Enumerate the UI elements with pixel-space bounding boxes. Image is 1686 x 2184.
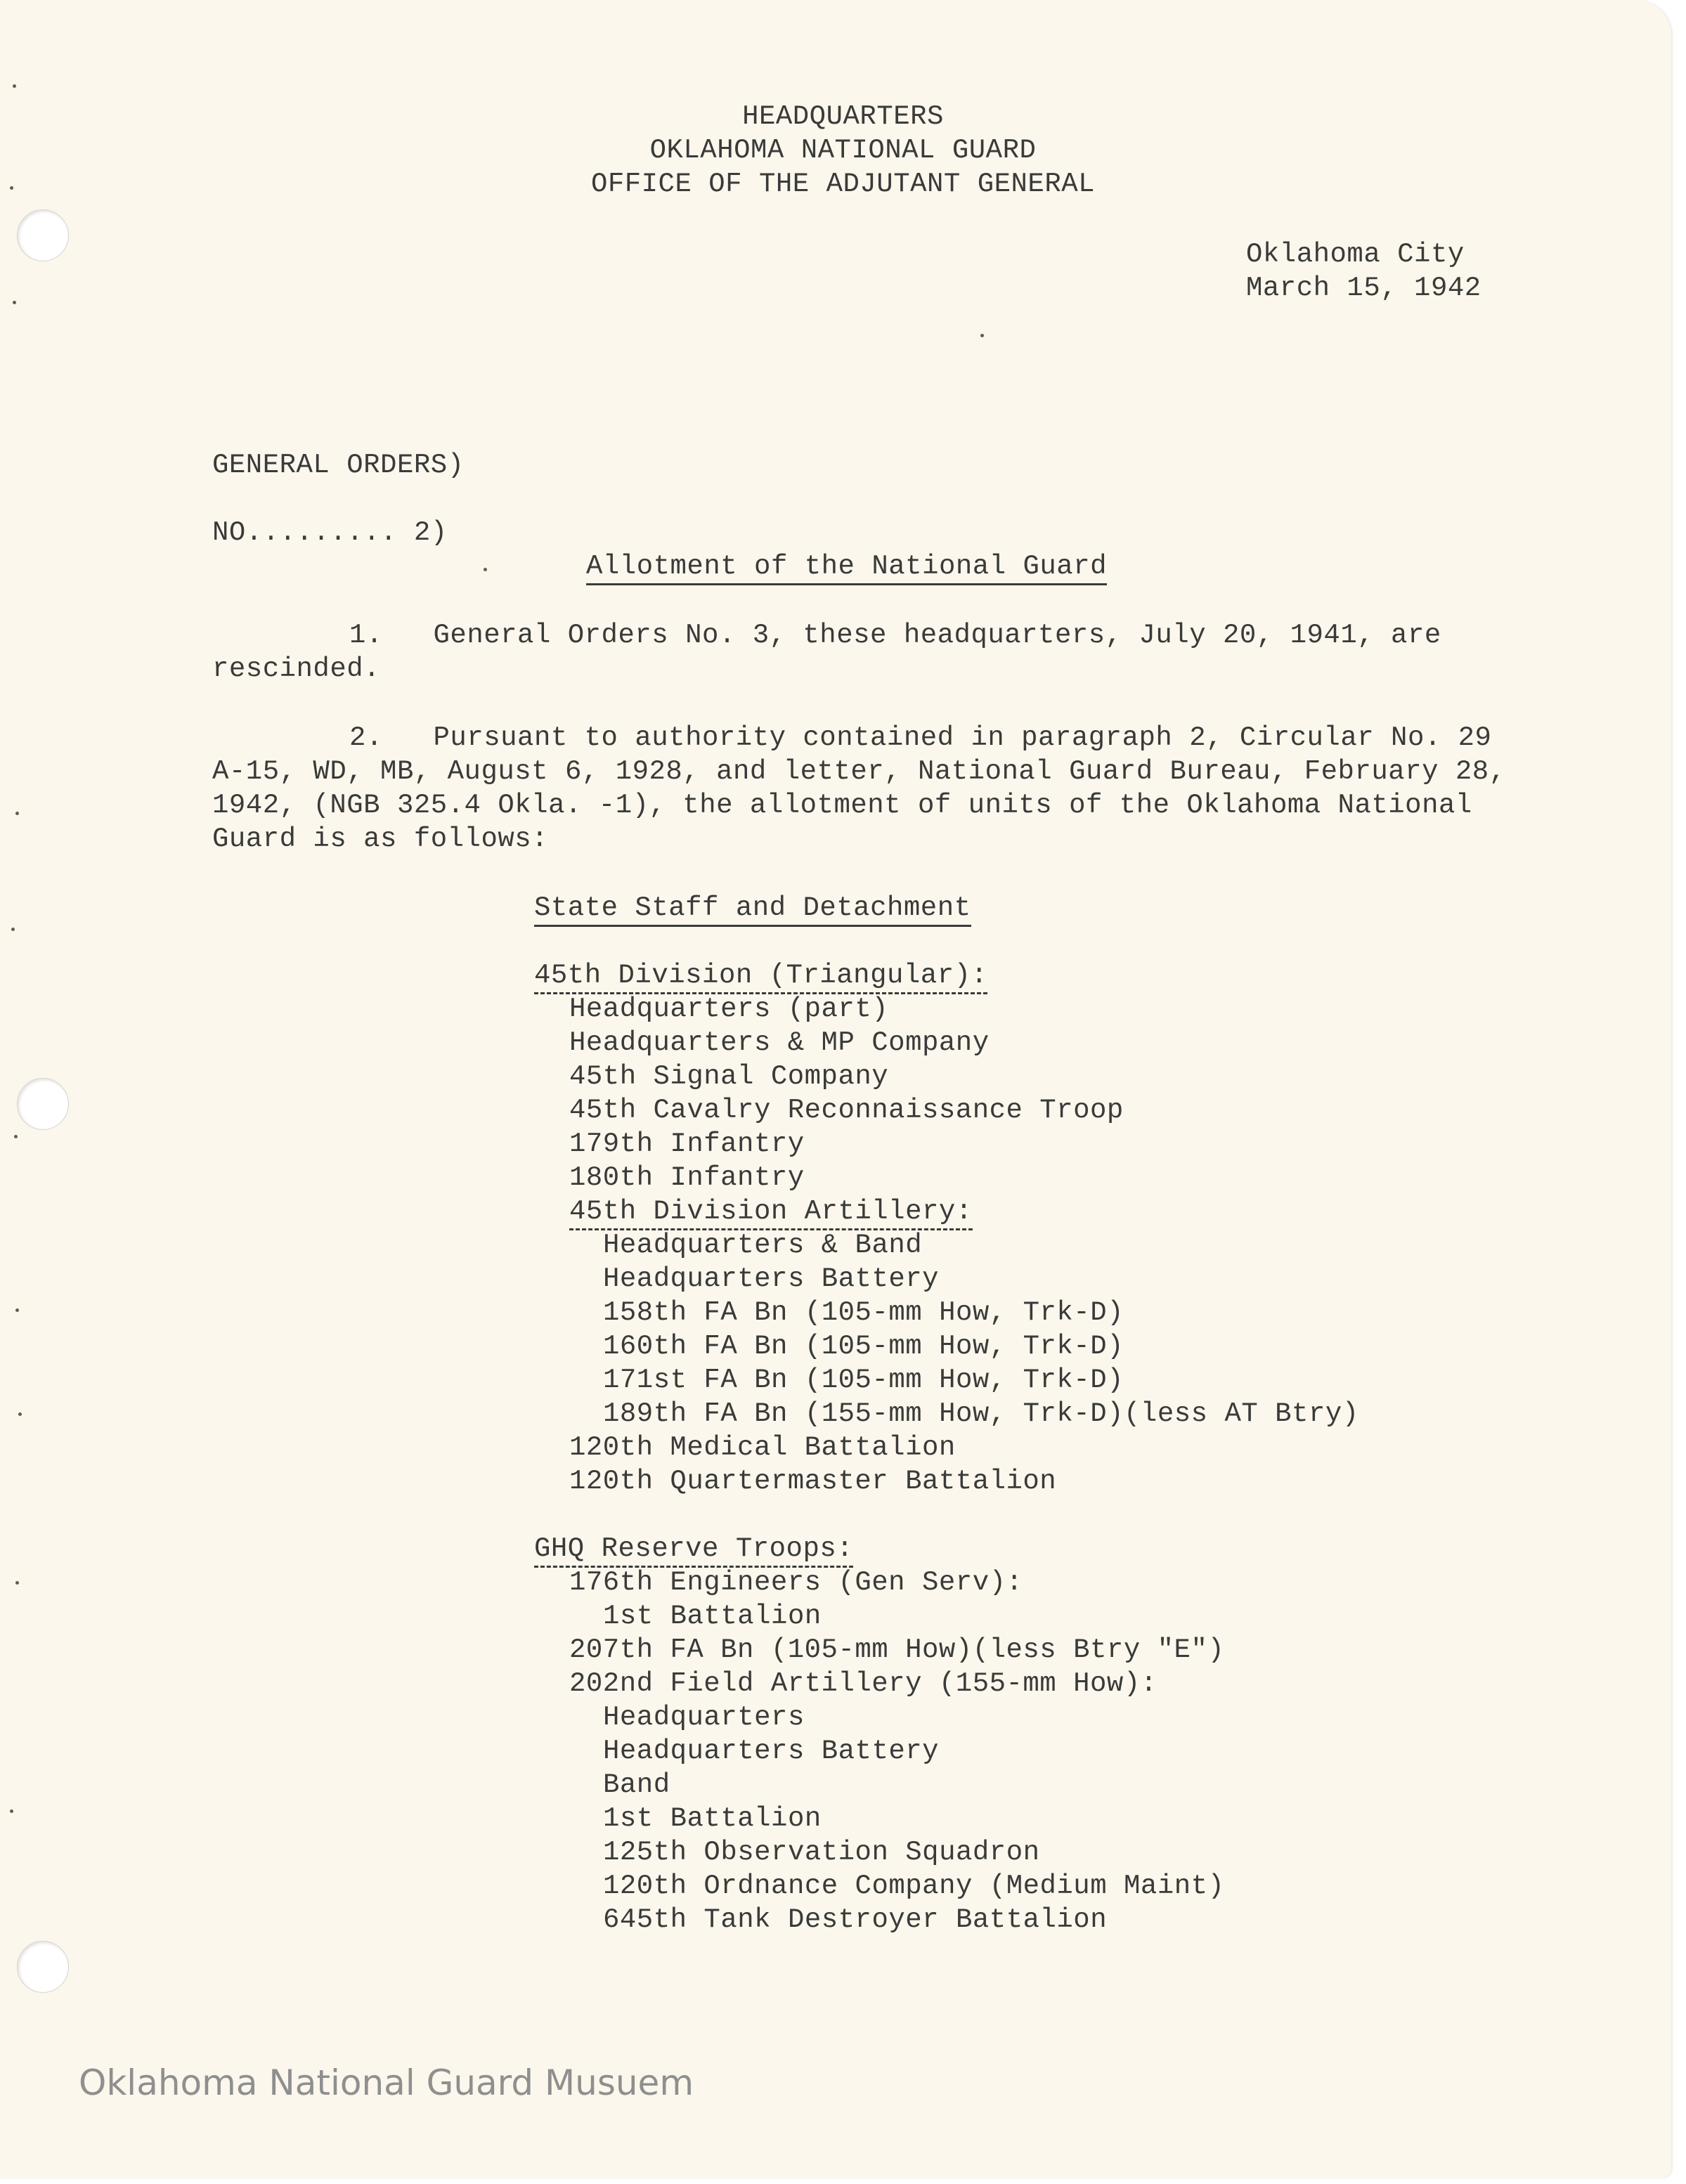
paragraph-1-line-2: rescinded. xyxy=(212,654,381,684)
list-item: 1st Battalion xyxy=(603,1803,822,1834)
list-item: 158th FA Bn (105-mm How, Trk-D) xyxy=(603,1297,1124,1328)
list-item: 207th FA Bn (105-mm How)(less Btry "E") xyxy=(569,1634,1225,1665)
list-item: 120th Medical Battalion xyxy=(569,1432,956,1463)
list-item: 160th FA Bn (105-mm How, Trk-D) xyxy=(603,1331,1124,1362)
list-item: 179th Infantry xyxy=(569,1129,805,1159)
list-item: 176th Engineers (Gen Serv): xyxy=(569,1567,1023,1598)
list-item: 202nd Field Artillery (155-mm How): xyxy=(569,1668,1157,1699)
list-item: Headquarters & MP Company xyxy=(569,1027,990,1058)
artillery-heading: 45th Division Artillery: xyxy=(569,1195,973,1228)
list-item: 120th Ordnance Company (Medium Maint) xyxy=(603,1871,1225,1902)
paragraph-2-line-1: 2. Pursuant to authority contained in paragraph 2, Circular No. 29 xyxy=(349,722,1492,753)
list-item: Headquarters Battery xyxy=(603,1736,940,1767)
header-line-3: OFFICE OF THE ADJUTANT GENERAL xyxy=(590,169,1096,200)
paragraph-2-line-3: 1942, (NGB 325.4 Okla. -1), the allotment of units of the Oklahoma National xyxy=(212,790,1472,821)
header-line-1: HEADQUARTERS xyxy=(742,101,944,132)
punch-hole-middle xyxy=(17,1078,69,1130)
general-orders-label: GENERAL ORDERS) xyxy=(212,450,465,481)
museum-watermark: Oklahoma National Guard Musuem xyxy=(79,2062,694,2103)
header-line-2: OKLAHOMA NATIONAL GUARD xyxy=(649,135,1037,166)
paragraph-1-line-1: 1. General Orders No. 3, these headquarters, July 20, 1941, are xyxy=(349,620,1441,651)
list-item: Headquarters Battery xyxy=(603,1263,940,1294)
list-item: 125th Observation Squadron xyxy=(603,1837,1040,1868)
list-item: 189th FA Bn (155-mm How, Trk-D)(less AT Btry) xyxy=(603,1398,1359,1429)
list-item: 45th Cavalry Reconnaissance Troop xyxy=(569,1095,1124,1126)
list-item: 645th Tank Destroyer Battalion xyxy=(603,1904,1108,1935)
division-heading: 45th Division (Triangular): xyxy=(534,958,987,992)
list-item: 180th Infantry xyxy=(569,1162,805,1193)
paragraph-2-line-2: A-15, WD, MB, August 6, 1928, and letter, National Guard Bureau, February 28, xyxy=(212,756,1506,787)
list-item: 1st Battalion xyxy=(603,1601,822,1632)
list-item: Headquarters (part) xyxy=(569,994,889,1025)
list-item: Headquarters & Band xyxy=(603,1230,923,1261)
list-item: 171st FA Bn (105-mm How, Trk-D) xyxy=(603,1365,1124,1396)
list-item: Headquarters xyxy=(603,1702,805,1733)
date: March 15, 1942 xyxy=(1246,273,1481,304)
state-staff-heading: State Staff and Detachment xyxy=(534,891,971,925)
punch-hole-top xyxy=(17,209,69,261)
list-item: 45th Signal Company xyxy=(569,1061,889,1092)
place: Oklahoma City xyxy=(1246,239,1465,270)
order-number: NO......... 2) xyxy=(212,517,448,548)
list-item: Band xyxy=(603,1769,670,1800)
list-item: 120th Quartermaster Battalion xyxy=(569,1466,1057,1497)
order-title: Allotment of the National Guard xyxy=(586,550,1107,583)
ghq-heading: GHQ Reserve Troops: xyxy=(534,1532,853,1566)
punch-hole-bottom xyxy=(17,1941,69,1993)
paragraph-2-line-4: Guard is as follows: xyxy=(212,824,549,854)
